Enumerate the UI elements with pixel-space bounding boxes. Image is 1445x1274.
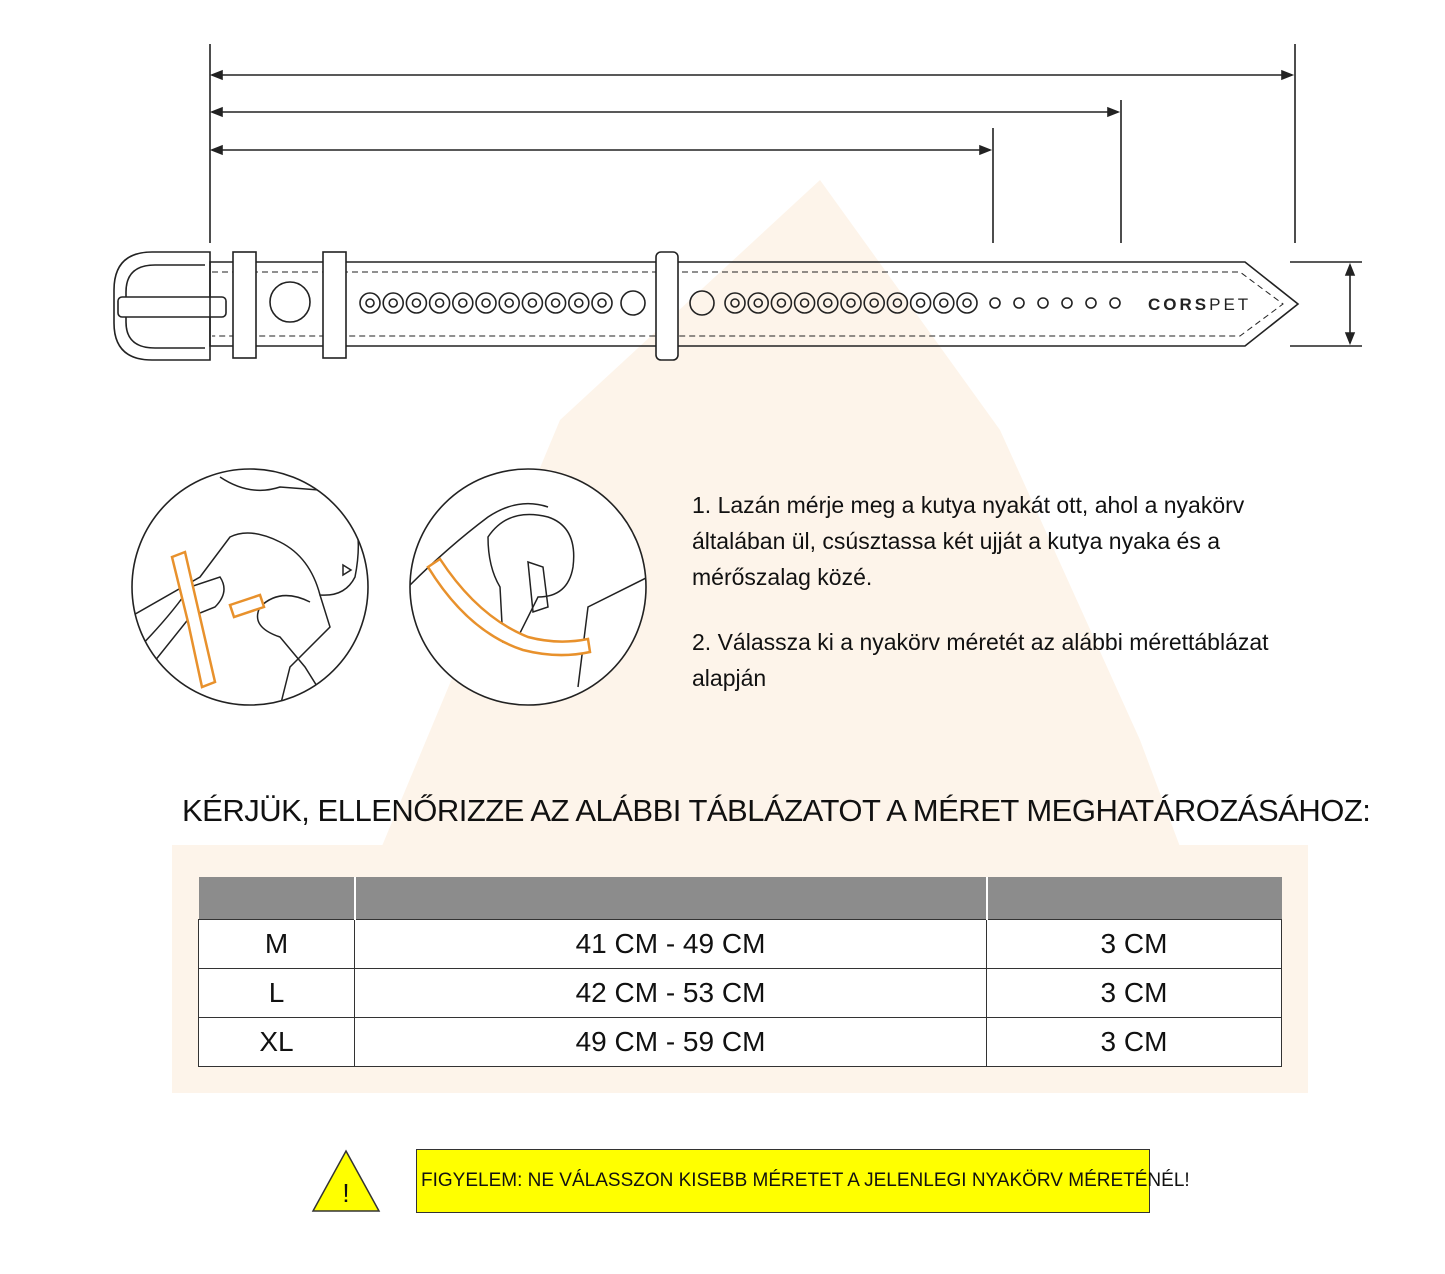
instruction-step-1	[692, 487, 1392, 595]
instruction-step-2	[692, 624, 1392, 696]
brand-part-1: CORS	[1148, 295, 1210, 314]
collar-stud-center	[824, 299, 832, 307]
size-table	[198, 877, 1282, 1067]
collar-stud	[430, 293, 450, 313]
collar-stud-center	[963, 299, 971, 307]
table-header-row	[199, 877, 1282, 920]
adjustment-hole	[1038, 298, 1048, 308]
measuring-illustration-fingers	[408, 467, 648, 707]
collar-stud	[499, 293, 519, 313]
header-size	[199, 877, 355, 920]
collar-stud	[887, 293, 907, 313]
length-arrow-mid	[212, 108, 1118, 116]
size-cell: M	[199, 920, 355, 969]
collar-stud-center	[575, 299, 583, 307]
collar-stud	[795, 293, 815, 313]
collar-stud-center	[482, 299, 490, 307]
collar-stud	[360, 293, 380, 313]
collar-stud-center	[801, 299, 809, 307]
collar-stud-center	[389, 299, 397, 307]
warning-symbol: !	[342, 1178, 350, 1208]
adjustment-hole	[1086, 298, 1096, 308]
collar-stud	[934, 293, 954, 313]
warning-box	[416, 1149, 1190, 1213]
collar-stud	[406, 293, 426, 313]
collar-stud-center	[917, 299, 925, 307]
collar-stud	[818, 293, 838, 313]
collar-stud-center	[598, 299, 606, 307]
length-arrow-max	[212, 71, 1292, 79]
instruction-2-line-2: alapján	[692, 665, 767, 691]
collar-stud	[592, 293, 612, 313]
collar-stud	[748, 293, 768, 313]
header-neck-range	[355, 877, 987, 920]
range-cell: 49 CM - 59 CM	[355, 1018, 987, 1067]
collar-stud-center	[870, 299, 878, 307]
collar-stud	[864, 293, 884, 313]
collar-stud-center	[412, 299, 420, 307]
instruction-1-line-2: általában ül, csúsztassa két ujját a kutya nyaka és a	[692, 528, 1221, 554]
collar-stud-center	[893, 299, 901, 307]
collar-stud-center	[528, 299, 536, 307]
adjustment-hole	[1014, 298, 1024, 308]
size-table-heading: KÉRJÜK, ELLENŐRIZZE AZ ALÁBBI TÁBLÁZATOT A MÉRET MEGHATÁROZÁSÁHOZ:	[182, 793, 1371, 828]
header-width	[987, 877, 1282, 920]
instruction-2-line-1: 2. Válassza ki a nyakörv méretét az alábbi mérettáblázat	[692, 629, 1269, 655]
table-row	[199, 1018, 1282, 1067]
collar-stud	[957, 293, 977, 313]
brand-part-2: PET	[1209, 295, 1252, 314]
range-cell: 42 CM - 53 CM	[355, 969, 987, 1018]
collar-stud	[522, 293, 542, 313]
collar-stud	[725, 293, 745, 313]
adjustment-holes	[990, 298, 1120, 308]
width-cell: 3 CM	[987, 920, 1282, 969]
measuring-illustration-hands	[130, 467, 370, 707]
collar-stud-center	[754, 299, 762, 307]
instruction-1-line-3: mérőszalag közé.	[692, 564, 873, 590]
collar-stud	[476, 293, 496, 313]
collar-diagram	[0, 0, 1445, 400]
collar-stud-center	[777, 299, 785, 307]
collar-stud-center	[731, 299, 739, 307]
table-row	[199, 969, 1282, 1018]
collar-stud-center	[459, 299, 467, 307]
collar-stud	[911, 293, 931, 313]
svg-text:CORSPET	[1148, 295, 1251, 314]
collar-stud	[841, 293, 861, 313]
size-cell: L	[199, 969, 355, 1018]
collar-stud	[383, 293, 403, 313]
range-cell: 41 CM - 49 CM	[355, 920, 987, 969]
collar-stud-center	[366, 299, 374, 307]
instruction-1-line-1: 1. Lazán mérje meg a kutya nyakát ott, ahol a nyakörv	[692, 492, 1245, 518]
studs-right	[725, 293, 977, 313]
collar-stud-center	[847, 299, 855, 307]
adjustment-hole	[1110, 298, 1120, 308]
adjustment-hole	[1062, 298, 1072, 308]
collar-stud	[569, 293, 589, 313]
width-cell: 3 CM	[987, 1018, 1282, 1067]
collar-stud-center	[552, 299, 560, 307]
warning-text: FIGYELEM: NE VÁLASSZON KISEBB MÉRETET A JELENLEGI NYAKÖRV MÉRETÉNÉL!	[421, 1170, 1190, 1191]
collar-stud-center	[940, 299, 948, 307]
size-cell: XL	[199, 1018, 355, 1067]
table-row	[199, 920, 1282, 969]
collar-stud	[771, 293, 791, 313]
collar-stud	[546, 293, 566, 313]
warning-triangle-icon	[311, 1149, 381, 1213]
studs-left	[360, 293, 612, 313]
width-cell: 3 CM	[987, 969, 1282, 1018]
collar-stud-center	[436, 299, 444, 307]
length-arrow-min	[212, 146, 990, 154]
adjustment-hole	[990, 298, 1000, 308]
collar-stud	[453, 293, 473, 313]
collar-stud-center	[505, 299, 513, 307]
